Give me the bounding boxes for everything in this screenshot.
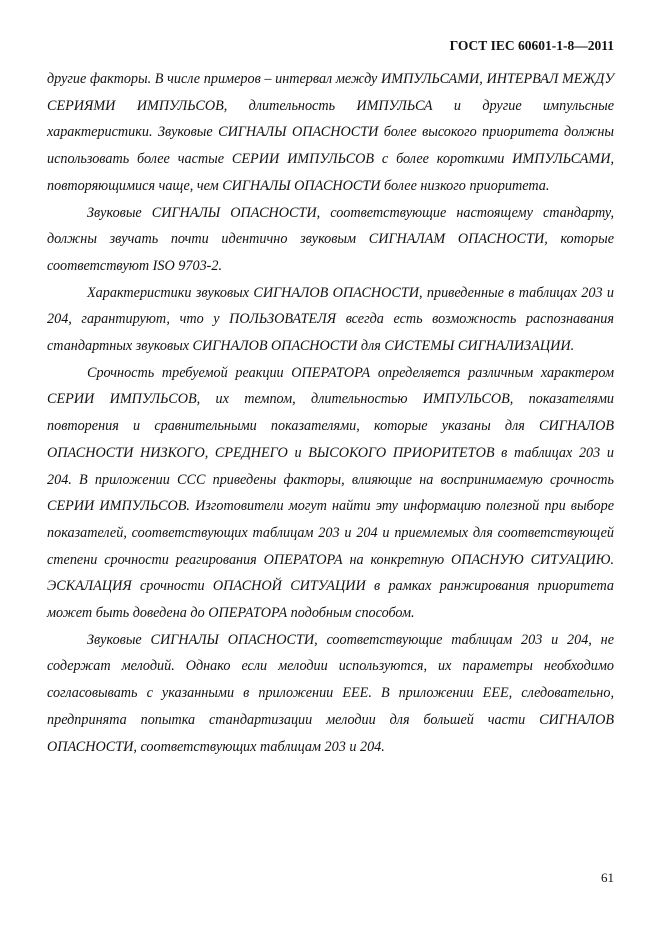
paragraph-continued: другие факторы. В числе примеров – интервал между ИМПУЛЬСАМИ, ИНТЕРВАЛ МЕЖДУ СЕРИЯМИ ИМПУЛЬСОВ, длительность ИМПУЛЬСА и другие импульсные характеристики. Звуковые СИГНАЛЫ ОПАСНОСТИ более высокого приоритета должны использовать более частые СЕРИИ ИМПУЛЬСОВ с более короткими ИМПУЛЬСАМИ, повторяющимися чаще, чем СИГНАЛЫ ОПАСНОСТИ более низкого приоритета. — [47, 71, 614, 194]
paragraph: Звуковые СИГНАЛЫ ОПАСНОСТИ, соответствующие таблицам 203 и 204, не содержат мелодий. Однако если мелодии используются, их параметры необходимо согласовывать с указанными в приложении ЕЕЕ. В приложении ЕЕЕ, следовательно, предпринята попытка стандартизации мелодии для большей части СИГНАЛОВ ОПАСНОСТИ, соответствующих таблицам 203 и 204. — [47, 631, 614, 755]
paragraph: Звуковые СИГНАЛЫ ОПАСНОСТИ, соответствующие настоящему стандарту, должны звучать почти идентично звуковым СИГНАЛАМ ОПАСНОСТИ, которые соответствуют ISO 9703-2. — [47, 204, 614, 274]
page-number: 61 — [601, 870, 614, 885]
paragraph: Срочность требуемой реакции ОПЕРАТОРА определяется различным характером СЕРИИ ИМПУЛЬСОВ, их темпом, длительностью ИМПУЛЬСОВ, показателями повторения и сравнительными показателями, которые указаны для СИГНАЛОВ ОПАСНОСТИ НИЗКОГО, СРЕДНЕГО и ВЫСОКОГО ПРИОРИТЕТОВ в таблицах 203 и 204. В приложении ССС приведены факторы, влияющие на воспринимаемую срочность СЕРИИ ИМПУЛЬСОВ. Изготовители могут найти эту информацию полезной при выборе показателей, соответствующих таблицам 203 и 204 и приемлемых для соответствующей степени срочности реагирования ОПЕРАТОРА на конкретную ОПАСНУЮ СИТУАЦИЮ. ЭСКАЛАЦИЯ срочности ОПАСНОЙ СИТУАЦИИ в рамках ранжирования приоритета может быть доведена до ОПЕРАТОРА подобным способом. — [47, 364, 614, 622]
paragraph: Характеристики звуковых СИГНАЛОВ ОПАСНОСТИ, приведенные в таблицах 203 и 204, гарантируют, что у ПОЛЬЗОВАТЕЛЯ всегда есть возможность распознавания стандартных звуковых СИГНАЛОВ ОПАСНОСТИ для СИСТЕМЫ СИГНАЛИЗАЦИИ. — [47, 284, 614, 355]
page-body — [47, 66, 614, 760]
document-code-header: ГОСТ IEC 60601-1-8—2011 — [449, 38, 614, 53]
